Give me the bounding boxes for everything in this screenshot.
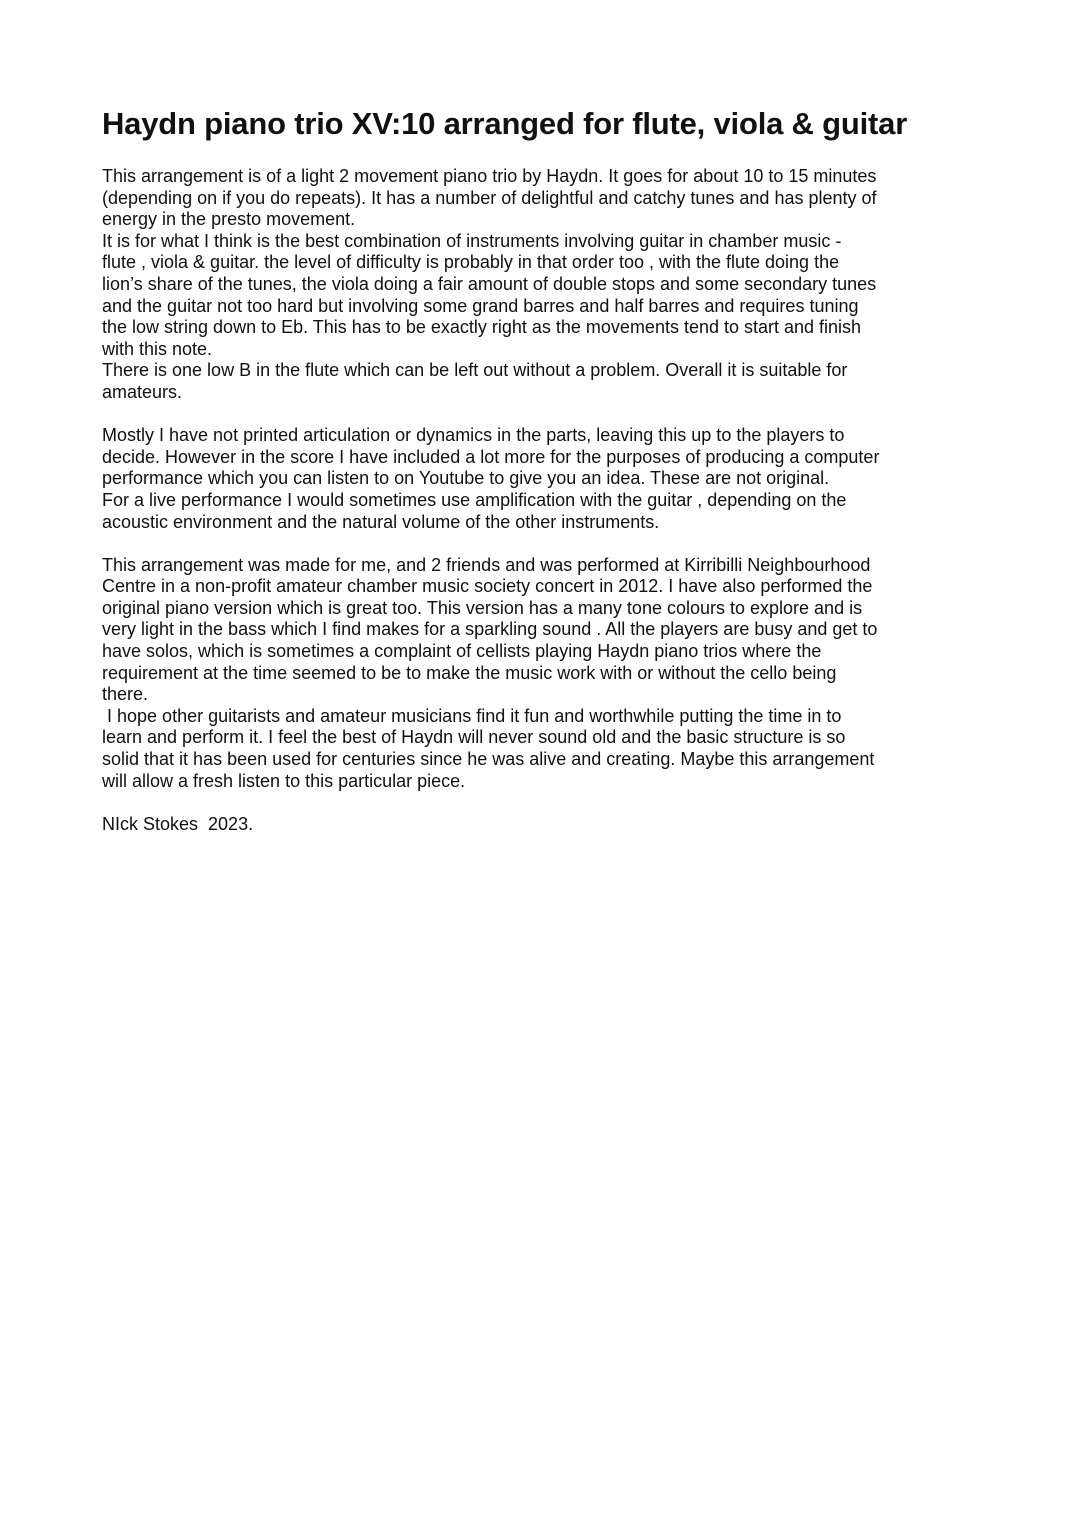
- document-body: This arrangement is of a light 2 movement piano trio by Haydn. It goes for about 10 to 15 minutes (depending on if you do repeats). It has a number of delightful and catchy tunes and has plenty of energy in the presto movement. It is for what I think is the best combination of instruments involving guitar in chamber music - flute , viola & guitar. the level of difficulty is probably in that order too , with the flute doing the lion’s share of the tunes, the viola doing a fair amount of double stops and some secondary tunes and the guitar not too hard but involving some grand barres and half barres and requires tuning the low string down to Eb. This has to be exactly right as the movements tend to start and finish with this note. There is one low B in the flute which can be left out without a problem. Overall it is suitable for amateurs. Mostly I have not printed articulation or dynamics in the parts, leaving this up to the players to decide. However in the score I have included a lot more for the purposes of producing a computer performance which you can listen to on Youtube to give you an idea. These are not original. For a live performance I would sometimes use amplification with the guitar , depending on the acoustic environment and the natural volume of the other instruments. This arrangement was made for me, and 2 friends and was performed at Kirribilli Neighbourhood Centre in a non-profit amateur chamber music society concert in 2012. I have also performed the original piano version which is great too. This version has a many tone colours to explore and is very light in the bass which I find makes for a sparkling sound . All the players are busy and get to have solos, which is sometimes a complaint of cellists playing Haydn piano trios where the requirement at the time seemed to be to make the music work with or without the cello being there. I hope other guitarists and amateur musicians find it fun and worthwhile putting the time in to learn and perform it. I feel the best of Haydn will never sound old and the basic structure is so solid that it has been used for centuries since he was alive and creating. Maybe this arrangement will allow a fresh listen to this particular piece.: [102, 166, 880, 791]
- document-title: Haydn piano trio XV:10 arranged for flute, viola & guitar: [102, 106, 908, 141]
- author-signature-line: NIck Stokes 2023.: [102, 813, 254, 834]
- document-content: [102, 104, 982, 835]
